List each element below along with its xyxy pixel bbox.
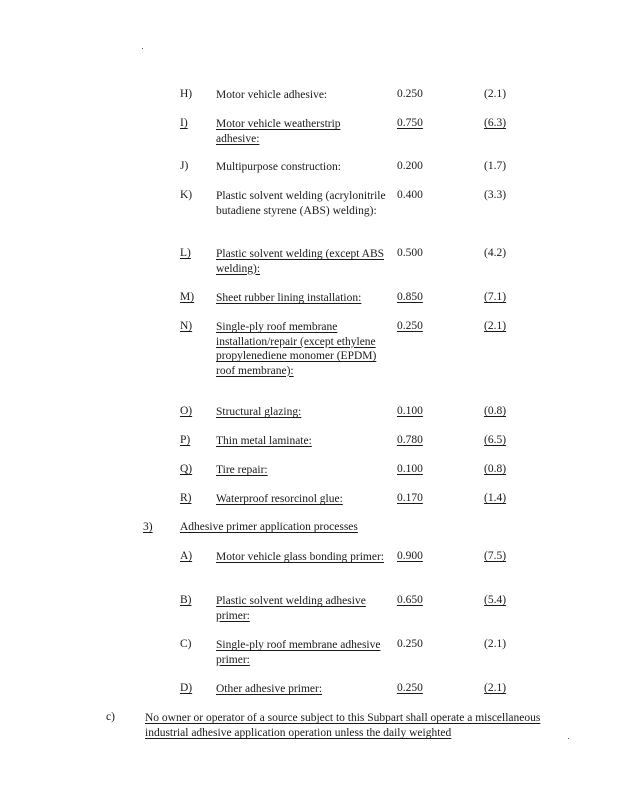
row-value: 0.100 <box>397 405 423 417</box>
row-value: 0.170 <box>397 492 423 504</box>
row-letter: A) <box>180 550 193 562</box>
row-value: 0.250 <box>397 638 423 650</box>
row-converted-value: (7.5) <box>484 550 507 562</box>
row-description: Motor vehicle glass bonding primer: <box>216 551 384 563</box>
row-letter: K) <box>180 189 193 201</box>
row-description: Plastic solvent welding (acrylonitrile butadiene styrene (ABS) welding): <box>216 190 386 217</box>
row-value: 0.780 <box>397 434 423 446</box>
row-letter: J) <box>180 160 189 172</box>
row-converted-value: (2.1) <box>484 638 507 650</box>
row-letter: R) <box>180 492 192 504</box>
row-converted-value: (1.4) <box>484 492 507 504</box>
row-value: 0.850 <box>397 291 423 303</box>
paragraph-text: No owner or operator of a source subject to this Subpart shall operate a miscellaneous industrial adhesive application operation unless the daily weighted <box>145 712 541 739</box>
row-letter: D) <box>180 682 193 694</box>
row-letter: Q) <box>180 463 193 475</box>
row-description: Other adhesive primer: <box>216 683 323 695</box>
row-description: Structural glazing: <box>216 406 302 418</box>
row-letter: P) <box>180 434 191 446</box>
row-letter: I) <box>180 117 188 129</box>
row-value: 0.100 <box>397 463 423 475</box>
row-description: Single-ply roof membrane installation/repair (except ethylene propylenediene monomer (EPDM) roof membrane): <box>216 321 377 377</box>
row-letter: O) <box>180 405 193 417</box>
row-converted-value: (6.3) <box>484 117 507 129</box>
row-value: 0.250 <box>397 88 423 100</box>
row-letter: H) <box>180 88 193 100</box>
row-converted-value: (6.5) <box>484 434 507 446</box>
row-letter: N) <box>180 320 193 332</box>
row-description: Sheet rubber lining installation: <box>216 292 362 304</box>
row-description: Motor vehicle adhesive: <box>216 89 328 101</box>
row-value: 0.900 <box>397 550 423 562</box>
row-value: 0.400 <box>397 189 423 201</box>
row-converted-value: (1.7) <box>484 160 507 172</box>
row-description: Thin metal laminate: <box>216 435 312 447</box>
row-description: Plastic solvent welding (except ABS welding): <box>216 248 385 275</box>
row-value: 0.250 <box>397 320 423 332</box>
row-description: Tire repair: <box>216 464 268 476</box>
row-description: Motor vehicle weatherstrip adhesive: <box>216 118 341 145</box>
section-title: Adhesive primer application processes <box>180 521 358 533</box>
scan-speck <box>568 738 569 739</box>
row-description: Single-ply roof membrane adhesive primer: <box>216 639 381 666</box>
row-value: 0.200 <box>397 160 423 172</box>
row-converted-value: (0.8) <box>484 463 507 475</box>
row-converted-value: (2.1) <box>484 682 507 694</box>
row-value: 0.750 <box>397 117 423 129</box>
section-number: 3) <box>143 521 153 533</box>
row-description: Multipurpose construction: <box>216 161 341 173</box>
row-converted-value: (2.1) <box>484 320 507 332</box>
paragraph-label: c) <box>106 711 115 723</box>
row-converted-value: (7.1) <box>484 291 507 303</box>
row-converted-value: (3.3) <box>484 189 507 201</box>
row-letter: B) <box>180 594 192 606</box>
row-letter: M) <box>180 291 195 303</box>
row-letter: C) <box>180 638 192 650</box>
row-letter: L) <box>180 247 191 259</box>
row-value: 0.500 <box>397 247 423 259</box>
row-converted-value: (0.8) <box>484 405 507 417</box>
row-converted-value: (5.4) <box>484 594 507 606</box>
row-value: 0.250 <box>397 682 423 694</box>
scan-speck <box>142 48 143 49</box>
row-converted-value: (4.2) <box>484 247 507 259</box>
row-description: Plastic solvent welding adhesive primer: <box>216 595 366 622</box>
row-description: Waterproof resorcinol glue: <box>216 493 343 505</box>
row-value: 0.650 <box>397 594 423 606</box>
row-converted-value: (2.1) <box>484 88 507 100</box>
